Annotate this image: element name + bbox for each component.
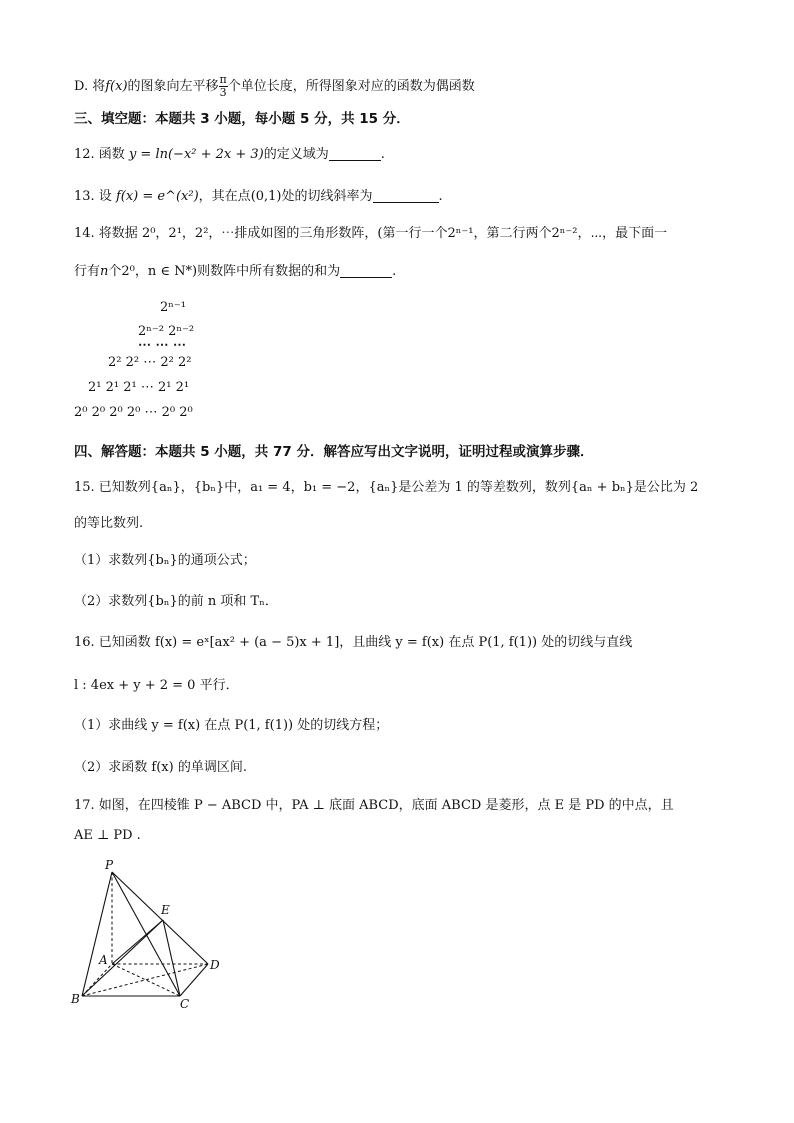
pyramid-figure	[68, 858, 238, 1018]
fraction-pi-3	[219, 74, 228, 99]
q14-line2-mid: 个	[108, 264, 122, 279]
answer-blank	[340, 263, 392, 278]
question-16-part1: （1）求曲线 y = f(x) 在点 P(1, f(1)) 处的切线方程；	[74, 718, 389, 733]
question-14-line1	[74, 224, 667, 244]
q13-formula: f(x) = e^(x²)	[115, 189, 199, 204]
triangle-row-1: 2ⁿ⁻¹	[160, 300, 186, 315]
q14-mid2: ，第二行两个	[473, 226, 552, 241]
option-d-post: 个单位长度，所得图象对应的函数为偶函数	[227, 79, 475, 94]
question-16-part2: （2）求函数 f(x) 的单调区间.	[74, 760, 247, 775]
q14-mid: 排成如图的三角形数阵，(第一行一个	[234, 226, 448, 241]
q14-line2-post: )则数阵中所有数据的和为	[192, 264, 341, 279]
question-13: 13. 设 f(x) = e^(x²)，其在点(0,1)处的切线斜率为 .	[74, 189, 443, 204]
diag-bd-hidden	[82, 964, 208, 996]
label-e: E	[161, 903, 170, 917]
answer-blank	[329, 146, 381, 161]
question-17-line1: 17. 如图，在四棱锥 P − ABCD 中，PA ⊥ 底面 ABCD，底面 ABCD 是菱形，点 E 是 PD 的中点，且	[74, 798, 674, 813]
q13-prefix: 13. 设	[74, 189, 112, 204]
question-17-line2: AE ⊥ PD .	[74, 828, 141, 843]
question-15-line1: 15. 已知数列{aₙ}，{bₙ}中，a₁ = 4，b₁ = −2，{aₙ}是公差为 1 的等差数列，数列{aₙ + bₙ}是公比为 2	[74, 480, 699, 495]
q14-power-c: 2⁰	[121, 264, 135, 279]
label-c: C	[180, 997, 190, 1011]
question-15-part2: （2）求数列{bₙ}的前 n 项和 Tₙ．	[74, 594, 278, 609]
q13-post: 处的切线斜率为	[281, 189, 373, 204]
question-16-line2: l : 4ex + y + 2 = 0 平行．	[74, 678, 239, 693]
q12-post: 的定义域为	[263, 147, 329, 162]
q14-prefix: 14. 将数据	[74, 226, 138, 241]
option-d-prefix: D. 将	[74, 79, 106, 94]
segment-ec	[163, 920, 180, 996]
section-3-heading: 三、填空题：本题共 3 小题，每小题 5 分，共 15 分．	[74, 111, 410, 127]
q14-n: n	[100, 264, 109, 279]
fraction-numerator: π	[219, 73, 227, 86]
q12-formula: y = ln(−x² + 2x + 3)	[128, 147, 264, 162]
option-d-fx: f(x)	[105, 79, 128, 94]
q14-power-b: 2ⁿ⁻²	[551, 226, 578, 241]
q14-line2-prefix: 行有	[74, 264, 101, 279]
edge-cd	[180, 964, 208, 996]
question-14-line2: 行有n个2⁰，n ∈ N*)则数阵中所有数据的和为 .	[74, 264, 397, 279]
label-b: B	[71, 992, 80, 1006]
option-d	[74, 74, 475, 99]
q14-condition: ，n ∈ N*	[134, 264, 193, 279]
question-12: 12. 函数 y = ln(−x² + 2x + 3)的定义域为 .	[74, 147, 385, 162]
edge-pb	[82, 872, 112, 996]
section-4-heading: 四、解答题：本题共 5 小题，共 77 分．解答应写出文字说明，证明过程或演算步骤．	[74, 444, 594, 460]
edge-pd	[112, 872, 208, 964]
q12-prefix: 12. 函数	[74, 147, 125, 162]
question-15-part1: （1）求数列{bₙ}的通项公式；	[74, 553, 256, 568]
option-d-mid: 的图象向左平移	[127, 79, 219, 94]
segment-be	[82, 920, 163, 996]
diag-ac-hidden	[112, 964, 180, 996]
q14-power-a: 2ⁿ⁻¹	[447, 226, 474, 241]
question-16-line1: 16. 已知函数 f(x) = eˣ[ax² + (a − 5)x + 1]，且曲线 y = f(x) 在点 P(1, f(1)) 处的切线与直线	[74, 635, 633, 650]
fraction-denominator: 3	[219, 86, 227, 99]
label-a: A	[99, 953, 108, 967]
triangle-row-2: 2ⁿ⁻² 2ⁿ⁻²	[138, 324, 195, 339]
q14-data: 2⁰，2¹，2²，⋯	[141, 226, 235, 241]
label-d: D	[210, 958, 220, 972]
answer-blank	[373, 188, 439, 203]
question-15-line2: 的等比数列.	[74, 516, 144, 531]
edge-ba-hidden	[82, 964, 112, 996]
q13-mid: ，其在点	[198, 189, 251, 204]
triangle-row-3: ⋯ ⋯ ⋯	[138, 338, 187, 353]
triangle-row-5: 2¹ 2¹ 2¹ ⋯ 2¹ 2¹	[88, 380, 190, 395]
triangle-row-4: 2² 2² ⋯ 2² 2²	[108, 355, 192, 370]
q13-point: (0,1)	[250, 189, 282, 204]
triangle-row-6: 2⁰ 2⁰ 2⁰ 2⁰ ⋯ 2⁰ 2⁰	[74, 405, 193, 420]
q14-post: ，⋯，最下面一	[577, 226, 668, 241]
label-p: P	[105, 858, 114, 872]
